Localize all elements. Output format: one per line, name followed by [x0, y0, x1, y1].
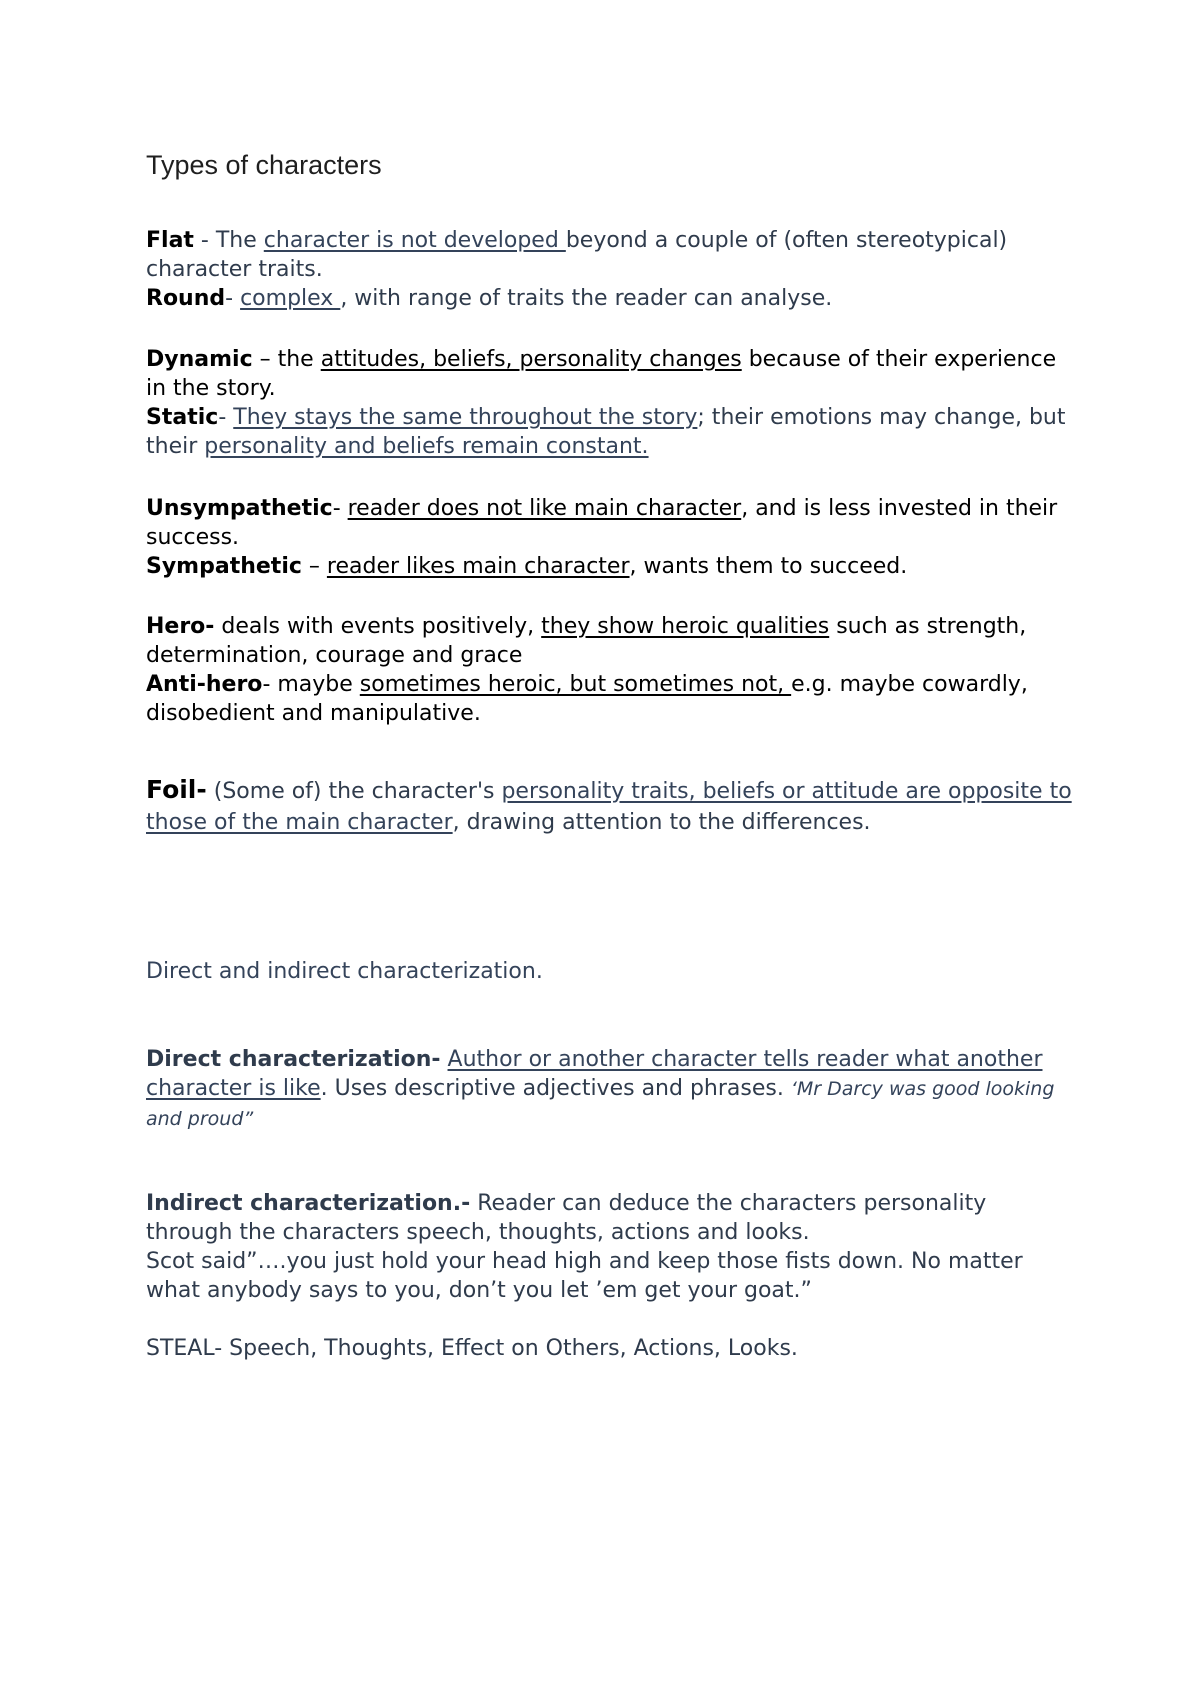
- flat-term: Flat: [146, 228, 194, 253]
- foil-definition: [146, 774, 1076, 838]
- antihero-pre: - maybe: [262, 672, 360, 697]
- static-definition: [146, 403, 1076, 461]
- direct-definition: [146, 1045, 1076, 1134]
- foil-rest: , drawing attention to the differences.: [452, 810, 871, 835]
- dynamic-static-block: [146, 345, 1076, 461]
- dynamic-term: Dynamic: [146, 347, 253, 372]
- sympathetic-sep: –: [301, 554, 327, 579]
- direct-term: Direct characterization-: [146, 1047, 441, 1072]
- indirect-rest: Reader can deduce the characters personality through the characters speech, thoughts, actions and looks.: [146, 1191, 987, 1245]
- antihero-key-phrase: sometimes heroic, but sometimes not,: [359, 672, 792, 697]
- antihero-term: Anti-hero: [146, 672, 263, 697]
- section-heading-characterization: Direct and indirect characterization.: [146, 959, 543, 984]
- sympathetic-definition: [146, 552, 1076, 581]
- dynamic-sep: – the: [252, 347, 321, 372]
- antihero-definition: [146, 670, 1076, 728]
- sympathetic-key-phrase: reader likes main character: [326, 554, 630, 579]
- round-term: Round: [146, 286, 226, 311]
- direct-sp: [441, 1047, 448, 1072]
- page-title: Types of characters: [146, 150, 382, 180]
- indirect-example-quote: Scot said”….you just hold your head high and keep those fists down. No matter what anybody says to you, don’t you let ’em get your goat.”: [146, 1249, 1023, 1303]
- hero-definition: [146, 612, 1076, 670]
- flat-key-phrase: character is not developed: [263, 228, 566, 253]
- steal-block: [146, 1334, 1076, 1363]
- unsympathetic-rest: , and is less invested in their success.: [146, 496, 1058, 550]
- hero-rest: such as strength, determination, courage and grace: [146, 614, 1027, 668]
- flat-sep: - The: [193, 228, 264, 253]
- foil-key-phrase: personality traits, beliefs or attitude are opposite to those of the main character: [146, 779, 1072, 835]
- direct-key-phrase: Author or another character tells reader what another character is like: [146, 1047, 1043, 1101]
- static-sep: -: [218, 405, 234, 430]
- indirect-term: Indirect characterization.-: [146, 1191, 471, 1216]
- unsympathetic-term: Unsympathetic: [146, 496, 333, 521]
- dynamic-definition: [146, 345, 1076, 403]
- round-sep: -: [225, 286, 241, 311]
- sympathetic-term: Sympathetic: [146, 554, 302, 579]
- flat-rest: beyond a couple of (often stereotypical) character traits.: [146, 228, 1008, 282]
- round-key-phrase: complex: [240, 286, 341, 311]
- indirect-definition: [146, 1189, 1076, 1247]
- round-rest: , with range of traits the reader can analyse.: [340, 286, 833, 311]
- foil-block: [146, 774, 1076, 838]
- sympathy-block: [146, 494, 1076, 581]
- direct-block: [146, 1045, 1076, 1134]
- steal-mnemonic: STEAL- Speech, Thoughts, Effect on Others, Actions, Looks.: [146, 1336, 798, 1361]
- round-definition: [146, 284, 1076, 313]
- direct-example-quote: ‘Mr Darcy was good looking and proud”: [146, 1078, 1055, 1130]
- indirect-block: [146, 1189, 1076, 1305]
- static-term: Static: [146, 405, 219, 430]
- direct-rest: . Uses descriptive adjectives and phrases.: [320, 1076, 791, 1101]
- hero-pre: deals with events positively,: [214, 614, 542, 639]
- hero-term: Hero-: [146, 614, 215, 639]
- static-key-phrase-2: personality and beliefs remain constant.: [204, 434, 649, 459]
- dynamic-rest: because of their experience in the story.: [146, 347, 1057, 401]
- foil-pre: (Some of) the character's: [206, 779, 502, 804]
- unsympathetic-definition: [146, 494, 1076, 552]
- antihero-rest: e.g. maybe cowardly, disobedient and manipulative.: [146, 672, 1028, 726]
- unsympathetic-key-phrase: reader does not like main character: [347, 496, 742, 521]
- hero-block: [146, 612, 1076, 728]
- flat-definition: [146, 226, 1076, 284]
- dynamic-key-phrase: attitudes, beliefs, personality changes: [320, 347, 742, 372]
- unsympathetic-sep: -: [332, 496, 348, 521]
- foil-term: Foil-: [146, 775, 207, 804]
- static-mid: ; their emotions may change, but their: [146, 405, 1066, 459]
- sympathetic-rest: , wants them to succeed.: [629, 554, 908, 579]
- flat-round-block: [146, 226, 1076, 313]
- hero-key-phrase: they show heroic qualities: [541, 614, 830, 639]
- static-key-phrase-1: They stays the same throughout the story: [233, 405, 698, 430]
